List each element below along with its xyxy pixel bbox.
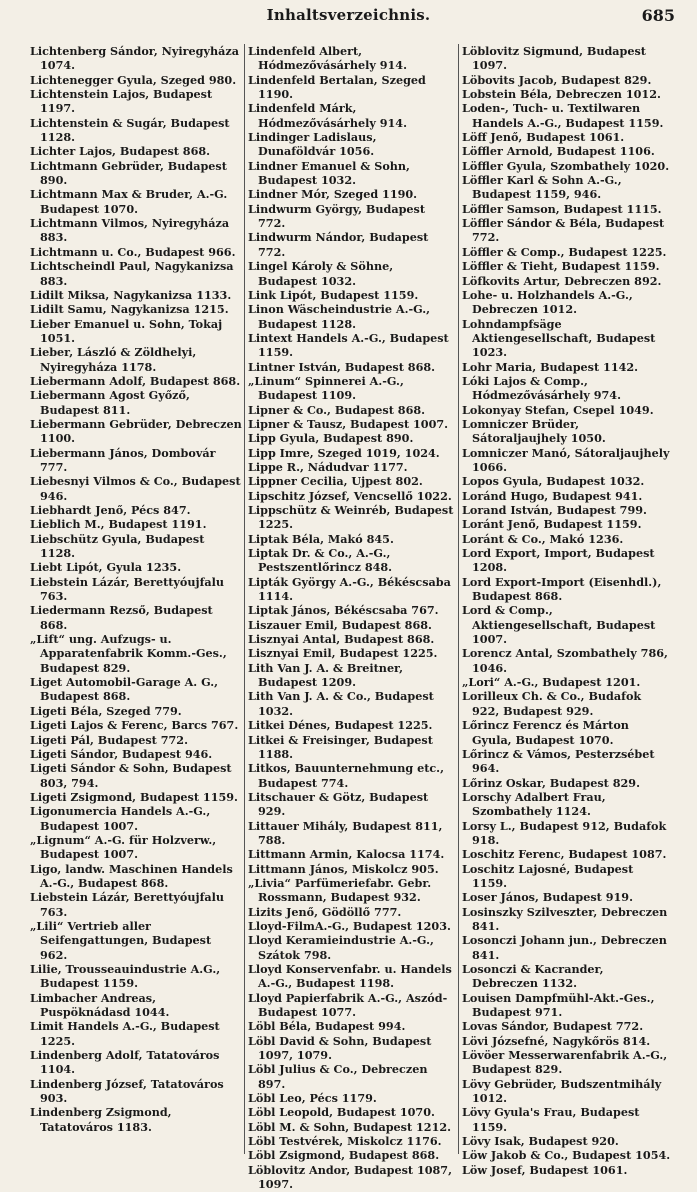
index-entry: Loden-, Tuch- u. Textilwaren Handels A.-G., Budapest 1159. (462, 101, 664, 130)
index-entry: Löbl Leopold, Budapest 1070. (248, 1105, 435, 1120)
index-entry: Lorsy L., Budapest 912, Budafok 918. (462, 818, 667, 847)
index-entry: Löw Jakob & Co., Budapest 1054. (462, 1148, 671, 1163)
index-entry: Limbacher Andreas, Puspöknádasd 1044. (30, 990, 170, 1020)
index-entry: Löblovitz Andor, Budapest 1087, 1097. (248, 1162, 452, 1192)
index-entry: Liptak Béla, Makó 845. (248, 531, 394, 546)
index-entry: Ligonumercia Handels A.-G., Budapest 1007. (30, 804, 211, 833)
index-entry: Lorilleux Ch. & Co., Budafok 922, Budapest 929. (462, 689, 642, 718)
index-column-1 (30, 44, 242, 1164)
index-entry: Loschitz Ferenc, Budapest 1087. (462, 847, 667, 862)
index-entry: Lloyd-FilmA.-G., Budapest 1203. (248, 918, 451, 933)
index-entry: Lindwurm Nándor, Budapest 772. (248, 230, 429, 259)
index-entry: Löbl M. & Sohn, Budapest 1212. (248, 1119, 452, 1134)
index-entry: Lövy Gyula's Frau, Budapest 1159. (462, 1105, 640, 1134)
index-entry: „Lignum“ A.-G. für Holzverw., Budapest 1007. (30, 832, 217, 862)
index-entry: Löblovitz Sigmund, Budapest 1097. (462, 44, 646, 73)
index-entry: Loschitz Lajosné, Budapest 1159. (462, 861, 634, 890)
index-entry: Lord Export, Import, Budapest 1208. (462, 546, 655, 575)
index-entry: Liebesnyi Vilmos & Co., Budapest 946. (30, 474, 241, 503)
index-entry: Liebermann Gebrüder, Debreczen 1100. (30, 416, 242, 446)
index-entry: Lóki Lajos & Comp., Hódmezővásárhely 974. (462, 373, 621, 403)
index-entry: „Livia“ Parfümeriefabr. Gebr. Rossmann, Budapest 932. (248, 875, 432, 905)
index-entry: Ligeti Sándor & Sohn, Budapest 803, 794. (30, 761, 232, 790)
page-title: Inhaltsverzeichnis. (266, 6, 431, 24)
index-entry: Lichtenegger Gyula, Szeged 980. (30, 72, 237, 87)
column-divider (244, 44, 245, 1154)
index-entry: Löw Josef, Budapest 1061. (462, 1162, 628, 1177)
index-entry: Lippe R., Nádudvar 1177. (248, 459, 408, 474)
index-entry: Lippner Cecilia, Ujpest 802. (248, 474, 423, 489)
index-entry: Löffler Samson, Budapest 1115. (462, 201, 662, 216)
index-entry: Löbl David & Sohn, Budapest 1097, 1079. (248, 1033, 432, 1063)
index-entry: Löbl Béla, Budapest 994. (248, 1019, 406, 1034)
index-entry: Lomniczer Brüder, Sátoraljaujhely 1050. (462, 416, 606, 446)
index-entry: „Lori“ A.-G., Budapest 1201. (462, 675, 641, 690)
index-entry: Litkos, Bauunternehmung etc., Budapest 774. (248, 761, 444, 790)
index-entry: Löbl Julius & Co., Debreczen 897. (248, 1062, 428, 1091)
index-entry: Lindenberg Zsigmond, Tatatováros 1183. (30, 1105, 172, 1134)
index-entry: Lopos Gyula, Budapest 1032. (462, 474, 645, 489)
index-entry: Lorschy Adalbert Frau, Szombathely 1124. (462, 789, 606, 819)
index-entry: Lövöer Messerwarenfabrik A.-G., Budapest 829. (462, 1048, 668, 1077)
index-entry: Lohndampfsäge Aktiengesellschaft, Budapest 1023. (462, 316, 656, 360)
index-entry: Lovas Sándor, Budapest 772. (462, 1019, 644, 1034)
index-entry: Lorencz Antal, Szombathely 786, 1046. (462, 646, 668, 675)
index-entry: Ligeti Sándor, Budapest 946. (30, 746, 213, 761)
index-entry: Lindenfeld Bertalan, Szeged 1190. (248, 72, 426, 102)
index-entry: Ligeti Lajos & Ferenc, Barcs 767. (30, 718, 239, 733)
index-entry: Lindwurm György, Budapest 772. (248, 201, 425, 231)
index-entry: Liebschütz Gyula, Budapest 1128. (30, 531, 205, 561)
index-entry: Litkei Dénes, Budapest 1225. (248, 718, 433, 733)
index-column-3 (462, 44, 672, 1177)
index-entry: Litkei & Freisinger, Budapest 1188. (248, 732, 433, 761)
index-entry: Lieblich M., Budapest 1191. (30, 517, 207, 532)
index-entry: Ligeti Zsigmond, Budapest 1159. (30, 789, 238, 804)
index-entry: Lohr Maria, Budapest 1142. (462, 359, 639, 374)
index-entry: Littmann Armin, Kalocsa 1174. (248, 847, 445, 862)
index-entry: Liebt Lipót, Gyula 1235. (30, 560, 182, 575)
index-entry: Lindenberg Adolf, Tatatováros 1104. (30, 1048, 220, 1077)
index-entry: Lichtmann u. Co., Budapest 966. (30, 244, 236, 259)
index-entry: Lord Export-Import (Eisenhdl.), Budapest 868. (462, 574, 662, 604)
index-entry: Lloyd Papierfabrik A.-G., Aszód-Budapest 1077. (248, 990, 448, 1020)
index-entry: Lindenfeld Márk, Hódmezővásárhely 914. (248, 101, 407, 130)
index-entry: Link Lipót, Budapest 1159. (248, 287, 419, 302)
index-entry: Liebermann János, Dombovár 777. (30, 445, 216, 474)
index-entry: Liebermann Adolf, Budapest 868. (30, 373, 241, 388)
page-header (0, 6, 697, 32)
index-entry: Lloyd Konservenfabr. u. Handels A.-G., Budapest 1198. (248, 962, 452, 991)
index-entry: „Lili“ Vertrieb aller Seifengattungen, Budapest 962. (30, 918, 212, 962)
index-entry: Lisznyai Emil, Budapest 1225. (248, 646, 438, 661)
index-entry: Lith Van J. A. & Co., Budapest 1032. (248, 689, 434, 718)
index-entry: Ligeti Pál, Budapest 772. (30, 732, 188, 747)
index-entry: „Lift“ ung. Aufzugs- u. Apparatenfabrik Komm.-Ges., Budapest 829. (30, 632, 227, 675)
index-entry: Löff Jenő, Budapest 1061. (462, 130, 625, 145)
index-entry: Lőrinz Oskar, Budapest 829. (462, 775, 640, 790)
index-entry: Liptak János, Békéscsaba 767. (248, 603, 439, 618)
index-entry: Liedermann Rezső, Budapest 868. (30, 603, 213, 632)
index-entry: Loránt Jenő, Budapest 1159. (462, 517, 642, 532)
index-entry: Lieber Emanuel u. Sohn, Tokaj 1051. (30, 316, 223, 345)
index-entry: Lieber, László & Zöldhelyi, Nyiregyháza 1178. (30, 345, 197, 374)
index-entry: Lilie, Trousseauindustrie A.G., Budapest 1159. (30, 962, 221, 991)
index-entry: Liszauer Emil, Budapest 868. (248, 617, 432, 632)
index-entry: Lőrincz Ferencz és Márton Gyula, Budapest 1070. (462, 718, 629, 747)
index-entry: „Linum“ Spinnerei A.-G., Budapest 1109. (248, 373, 404, 403)
index-entry: Lipner & Tausz, Budapest 1007. (248, 416, 449, 431)
index-column-2 (248, 44, 456, 1192)
index-entry: Lingel Károly & Söhne, Budapest 1032. (248, 259, 394, 288)
index-entry: Littauer Mihály, Budapest 811, 788. (248, 818, 443, 847)
index-entry: Lichtenstein Lajos, Budapest 1197. (30, 87, 213, 116)
index-entry: Lőrincz & Vámos, Pesterzsébet 964. (462, 746, 655, 776)
index-entry: Lord & Comp., Aktiengesellschaft, Budapest 1007. (462, 603, 656, 647)
index-entry: Lintner István, Budapest 868. (248, 359, 436, 374)
index-entry: Lintext Handels A.-G., Budapest 1159. (248, 330, 449, 360)
index-entry: Loránd Hugo, Budapest 941. (462, 488, 643, 503)
index-entry: Liebstein Lázár, Berettyóujfalu 763. (30, 890, 225, 919)
index-entry: Löffler Gyula, Szombathely 1020. (462, 158, 670, 173)
index-entry: Litschauer & Götz, Budapest 929. (248, 789, 429, 819)
index-entry: Lidilt Miksa, Nagykanizsa 1133. (30, 287, 232, 302)
index-entry: Lokonyay Stefan, Csepel 1049. (462, 402, 654, 417)
index-entry: Lichtmann Vilmos, Nyiregyháza 883. (30, 216, 230, 245)
index-entry: Louisen Dampfmühl-Akt.-Ges., Budapest 971. (462, 990, 655, 1020)
index-entry: Lidilt Samu, Nagykanizsa 1215. (30, 302, 229, 317)
index-entry: Lindenberg József, Tatatováros 903. (30, 1076, 224, 1106)
index-entry: Löfkovits Artur, Debreczen 892. (462, 273, 662, 288)
index-entry: Losonczi & Kacrander, Debreczen 1132. (462, 962, 604, 991)
index-entry: Liptak Dr. & Co., A.-G., Pestszentlőrincz 848. (248, 546, 393, 575)
index-entry: Lloyd Keramieindustrie A.-G., Szátok 798. (248, 933, 434, 962)
index-entry: Lichtmann Gebrüder, Budapest 890. (30, 158, 227, 188)
index-entry: Löbl Zsigmond, Budapest 868. (248, 1148, 440, 1163)
index-entry: Losonczi Johann jun., Debreczen 841. (462, 933, 667, 962)
page-number: 685 (641, 6, 675, 25)
index-entry: Loránt & Co., Makó 1236. (462, 531, 624, 546)
index-entry: Lindinger Ladislaus, Dunaföldvár 1056. (248, 130, 377, 159)
index-entry: Lomniczer Manó, Sátoraljaujhely 1066. (462, 445, 670, 474)
index-entry: Lipp Imre, Szeged 1019, 1024. (248, 445, 440, 460)
index-entry: Liebermann Agost Győző, Budapest 811. (30, 388, 190, 417)
index-entry: Lindner Mór, Szeged 1190. (248, 187, 418, 202)
index-entry: Lipták György A.-G., Békéscsaba 1114. (248, 574, 451, 604)
index-entry: Löffler Karl & Sohn A.-G., Budapest 1159, 946. (462, 173, 622, 202)
index-entry: Ligo, landw. Maschinen Handels A.-G., Budapest 868. (30, 861, 233, 890)
index-entry: Lizits Jenő, Gödöllő 777. (248, 904, 402, 919)
index-entry: Lobstein Béla, Debreczen 1012. (462, 87, 661, 102)
index-entry: Lichtmann Max & Bruder, A.-G. Budapest 1070. (30, 187, 228, 216)
index-entry: Löbl Testvérek, Miskolcz 1176. (248, 1134, 442, 1149)
index-entry: Limit Handels A.-G., Budapest 1225. (30, 1019, 220, 1048)
index-entry: Liebhardt Jenő, Pécs 847. (30, 503, 191, 517)
index-entry: Lichtscheindl Paul, Nagykanizsa 883. (30, 259, 234, 288)
index-entry: Lichter Lajos, Budapest 868. (30, 144, 211, 159)
index-entry: Lövy Isak, Budapest 920. (462, 1134, 619, 1149)
index-entry: Lipschitz József, Vencsellő 1022. (248, 488, 452, 503)
index-entry: Linon Wäscheindustrie A.-G., Budapest 1128. (248, 302, 431, 331)
column-divider (458, 44, 459, 1154)
index-entry: Lövy Gebrüder, Budszentmihály 1012. (462, 1076, 662, 1106)
index-entry: Löffler & Comp., Budapest 1225. (462, 244, 667, 259)
index-entry: Loser János, Budapest 919. (462, 890, 633, 905)
index-entry: Lippschütz & Weinréb, Budapest 1225. (248, 503, 454, 532)
index-entry: Löbl Leo, Pécs 1179. (248, 1091, 377, 1106)
index-entry: Löffler Arnold, Budapest 1106. (462, 144, 655, 159)
index-entry: Lith Van J. A. & Breitner, Budapest 1209. (248, 660, 404, 690)
index-entry: Lövi Józsefné, Nagykőrös 814. (462, 1033, 651, 1048)
index-entry: Ligeti Béla, Szeged 779. (30, 703, 182, 718)
index-entry: Lindner Emanuel & Sohn, Budapest 1032. (248, 158, 410, 188)
index-entry: Lorand István, Budapest 799. (462, 503, 647, 517)
index-entry: Löffler & Tieht, Budapest 1159. (462, 259, 660, 274)
index-entry: Lichtenstein & Sugár, Budapest 1128. (30, 115, 230, 145)
index-entry: Lindenfeld Albert, Hódmezővásárhely 914. (248, 44, 407, 73)
index-entry: Lipp Gyula, Budapest 890. (248, 431, 414, 446)
index-entry: Löbovits Jacob, Budapest 829. (462, 72, 652, 87)
index-entry: Lohe- u. Holzhandels A.-G., Debreczen 1012. (462, 287, 633, 317)
index-entry: Liget Automobil-Garage A. G., Budapest 868. (30, 675, 219, 704)
index-entry: Liebstein Lázár, Berettyóujfalu 763. (30, 574, 225, 604)
index-entry: Littmann János, Miskolcz 905. (248, 861, 439, 876)
index-entry: Lichtenberg Sándor, Nyiregyháza 1074. (30, 44, 239, 73)
index-entry: Lisznyai Antal, Budapest 868. (248, 632, 435, 647)
index-entry: Losinszky Szilveszter, Debreczen 841. (462, 904, 668, 933)
index-entry: Löffler Sándor & Béla, Budapest 772. (462, 216, 665, 245)
index-entry: Lipner & Co., Budapest 868. (248, 402, 426, 417)
